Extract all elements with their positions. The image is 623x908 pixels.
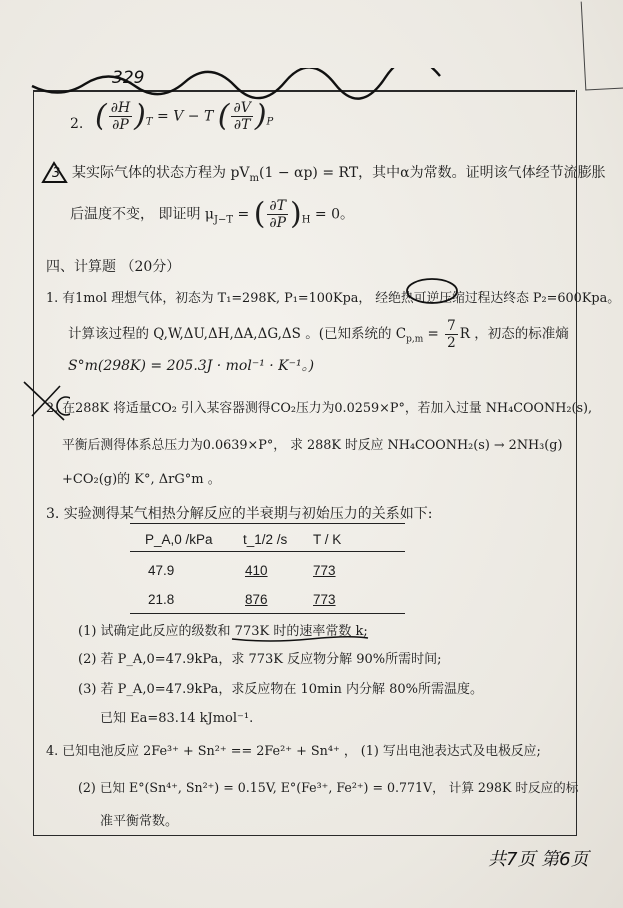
item3-line1-b: (1 − αp) = RT，其中α为常数。证明该气体经节流膨胀 (259, 165, 606, 181)
page-note: 共7页 第6页 (488, 849, 589, 870)
item2-num-left: ∂H (110, 100, 131, 116)
handwritten-number: 329 (112, 68, 145, 88)
item3-line2-a: 后温度不变， 即证明 μ (70, 206, 214, 223)
q3-sub3: (3) 若 P_A,0=47.9kPa，求反应物在 10min 内分解 80%所需温度。 (78, 682, 484, 697)
q2-line3: +CO₂(g)的 K°, ΔrG°m 。 (62, 472, 221, 487)
q1-line2 (68, 318, 569, 351)
q4-line3: 准平衡常数。 (100, 814, 179, 829)
table-cell: 21.8 (148, 592, 175, 607)
q1-line2-b: = (423, 326, 444, 342)
q1-line1: 1. 有1mol 理想气体，初态为 T₁=298K, P₁=100Kpa， 经绝热可逆压缩过程达终态 P₂=600Kpa。 (46, 291, 620, 306)
item3-line1-sub: m (249, 172, 260, 184)
item3-frac-n: ∂T (269, 198, 286, 214)
item2-num-right: ∂V (233, 100, 251, 116)
item3-line2: 后温度不变， 即证明 $\mu_{J-T}$ = ( $\frac{\partial T}{\partial P}$ )$_H = 0$。 (70, 196, 354, 232)
item2-sub-t: T (145, 116, 153, 128)
q1-circle-mark (404, 276, 460, 306)
item2-number: 2. (70, 116, 84, 132)
table-top-rule (130, 523, 405, 524)
table-cell: 410 (245, 563, 268, 578)
q1-frac-d: 2 (447, 335, 456, 351)
item2-den-right: ∂T (233, 117, 251, 133)
q1-line2-sub: p,m (406, 334, 424, 345)
item3-sub-h: H (301, 214, 311, 226)
item3-line2-b: = (237, 206, 254, 223)
q1-frac-n: 7 (447, 318, 456, 334)
item3-line1 (72, 162, 606, 184)
q2-line1: 2. 在288K 将适量CO₂ 引入某容器测得CO₂压力为0.0259×P°，若加入过量 NH₄COONH₂(s), (46, 401, 593, 416)
table-cell: 773 (313, 592, 336, 607)
item3-line2-c: = 0。 (314, 206, 354, 223)
table-header-2: t_1/2 /s (243, 532, 288, 547)
item3-line1-a: 某实际气体的状态方程为 pV (72, 165, 250, 181)
q3-underline-mark (230, 634, 370, 644)
item3-line2-sub: J−T (214, 214, 234, 226)
table-cell: 773 (313, 563, 336, 578)
q3-given: 已知 Ea=83.14 kJmol⁻¹. (100, 711, 254, 726)
q1-line2-c: R ，初态的标准熵 (459, 326, 569, 342)
q2-line2: 平衡后测得体系总压力为0.0639×P°， 求 288K 时反应 NH₄COONH₂(s) → 2NH₃(g) (62, 438, 563, 453)
item3-number: 3 (52, 166, 61, 181)
item2-mid: = V − T (157, 108, 214, 125)
q4-line1: 4. 已知电池反应 2Fe³⁺ + Sn²⁺ == 2Fe²⁺ + Sn⁴⁺ ， (1) 写出电池表达式及电极反应; (46, 744, 541, 759)
item2-sub-p: P (266, 116, 274, 128)
q3-sub1: (1) 试确定此反应的级数和 773K 时的速率常数 k; (78, 624, 368, 639)
q1-line3: S°m(298K) = 205.3J · mol⁻¹ · K⁻¹。) (68, 358, 315, 374)
table-header-3: T / K (313, 532, 342, 547)
q1-line2-a: 计算该过程的 Q,W,ΔU,ΔH,ΔA,ΔG,ΔS 。(已知系统的 C (68, 326, 407, 342)
item2-formula: ( $\frac{\partial H}{\partial P}$ )$_T = V - T$ ( $\frac{\partial V}{\partial T}$ )$_P$ (95, 98, 274, 134)
q3-sub2: (2) 若 P_A,0=47.9kPa，求 773K 反应物分解 90%所需时间; (78, 652, 442, 667)
q4-line2: (2) 已知 E°(Sn⁴⁺, Sn²⁺) = 0.15V, E°(Fe³⁺, Fe²⁺) = 0.771V， 计算 298K 时反应的标 (78, 780, 579, 795)
table-header-rule (130, 551, 405, 552)
table-bottom-rule (130, 613, 405, 614)
table-cell: 47.9 (148, 563, 175, 578)
section-heading: 四、计算题 （20分） (46, 259, 181, 275)
corner-box (581, 0, 623, 91)
item3-frac-d: ∂P (269, 215, 287, 231)
q3-line1: 3. 实验测得某气相热分解反应的半衰期与初始压力的关系如下: (46, 506, 433, 522)
item2-den-left: ∂P (112, 117, 129, 133)
table-header-1: P_A,0 /kPa (145, 532, 213, 547)
table-cell: 876 (245, 592, 268, 607)
